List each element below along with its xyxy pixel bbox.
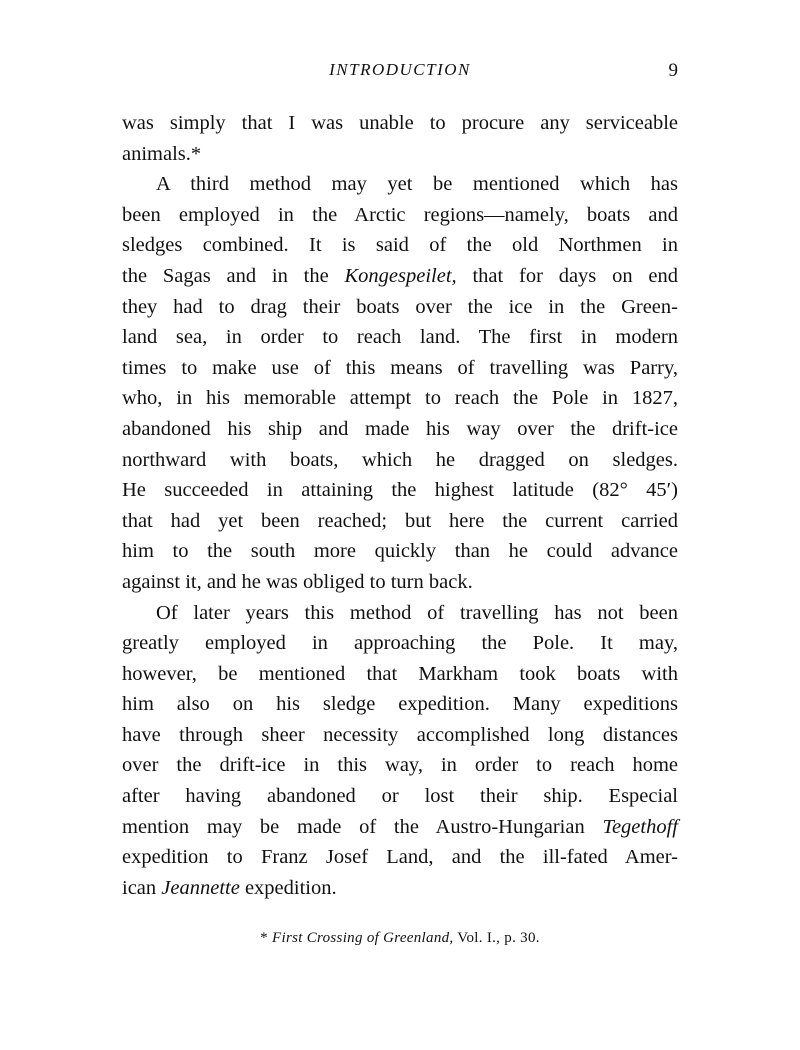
- text-segment: that for days on end: [456, 264, 678, 287]
- text-segment: ican: [122, 876, 162, 899]
- body-text: [122, 108, 678, 903]
- text-line: [122, 230, 678, 261]
- text-line: [122, 475, 678, 506]
- text-segment: Of later years this method of travelling has not been: [156, 601, 678, 624]
- text-segment: was simply that I was unable to procure any serviceable: [122, 112, 678, 134]
- text-line: [122, 873, 678, 904]
- italic-title: Kongespeilet,: [344, 264, 457, 287]
- text-segment: who, in his memorable attempt to reach the Pole in 1827,: [122, 387, 678, 410]
- text-line: [122, 383, 678, 414]
- italic-title: Tegethoff: [602, 815, 678, 838]
- text-segment: northward with boats, which he dragged on sledges.: [122, 448, 678, 471]
- text-line: [122, 659, 678, 690]
- text-segment: the Sagas and in the: [122, 264, 345, 287]
- text-line: [122, 812, 678, 843]
- text-line: [122, 353, 678, 384]
- text-segment: after having abandoned or lost their ship. Especial: [122, 785, 678, 808]
- text-line: [122, 598, 678, 629]
- text-segment: have through sheer necessity accomplished long distances: [122, 723, 678, 746]
- text-line: [122, 720, 678, 751]
- text-line: [122, 200, 678, 231]
- text-line: [122, 139, 678, 170]
- text-segment: greatly employed in approaching the Pole. It may,: [122, 632, 678, 655]
- text-line: [122, 842, 678, 873]
- text-segment: over the drift-ice in this way, in order to reach home: [122, 754, 678, 777]
- text-line: [122, 781, 678, 812]
- text-line: [122, 536, 678, 567]
- text-line: [122, 322, 678, 353]
- paragraph: [122, 169, 678, 597]
- text-line: [122, 567, 678, 598]
- text-segment: mention may be made of the Austro-Hungarian: [122, 815, 603, 838]
- paragraph: [122, 598, 678, 904]
- text-line: [122, 108, 678, 139]
- footnote-reference: Vol. I., p. 30.: [453, 930, 540, 946]
- text-segment: expedition.: [239, 876, 337, 899]
- text-segment: A third method may yet be mentioned which has: [156, 173, 678, 196]
- text-segment: him also on his sledge expedition. Many expeditions: [122, 693, 678, 716]
- text-line: [122, 506, 678, 537]
- text-segment: been employed in the Arctic regions—namely, boats and: [122, 203, 678, 226]
- running-head: [122, 60, 678, 86]
- text-line: [122, 750, 678, 781]
- text-segment: animals.*: [122, 142, 202, 165]
- text-segment: times to make use of this means of travelling was Parry,: [122, 356, 678, 379]
- text-segment: land sea, in order to reach land. The first in modern: [122, 326, 678, 349]
- text-segment: abandoned his ship and made his way over the drift-ice: [122, 417, 678, 440]
- text-segment: him to the south more quickly than he could advance: [122, 540, 678, 563]
- text-line: [122, 445, 678, 476]
- text-line: [122, 414, 678, 445]
- running-title: INTRODUCTION: [329, 60, 471, 79]
- text-segment: expedition to Franz Josef Land, and the ill-fated Amer-: [122, 846, 678, 869]
- text-segment: however, be mentioned that Markham took boats with: [122, 662, 678, 685]
- text-segment: they had to drag their boats over the ice in the Green-: [122, 295, 678, 318]
- text-line: [122, 628, 678, 659]
- text-segment: that had yet been reached; but here the current carried: [122, 509, 678, 532]
- text-line: [122, 261, 678, 292]
- footnote-marker: *: [260, 930, 273, 946]
- text-segment: He succeeded in attaining the highest latitude (82° 45′): [122, 479, 678, 502]
- text-line: [122, 292, 678, 323]
- text-segment: against it, and he was obliged to turn back.: [122, 570, 473, 593]
- text-line: [122, 169, 678, 200]
- text-segment: sledges combined. It is said of the old Northmen in: [122, 234, 678, 257]
- footnote-title: First Crossing of Greenland,: [272, 930, 454, 946]
- italic-title: Jeannette: [161, 876, 240, 899]
- footnote: [122, 930, 678, 947]
- paragraph: [122, 108, 678, 169]
- page-number: 9: [668, 60, 678, 81]
- text-line: [122, 689, 678, 720]
